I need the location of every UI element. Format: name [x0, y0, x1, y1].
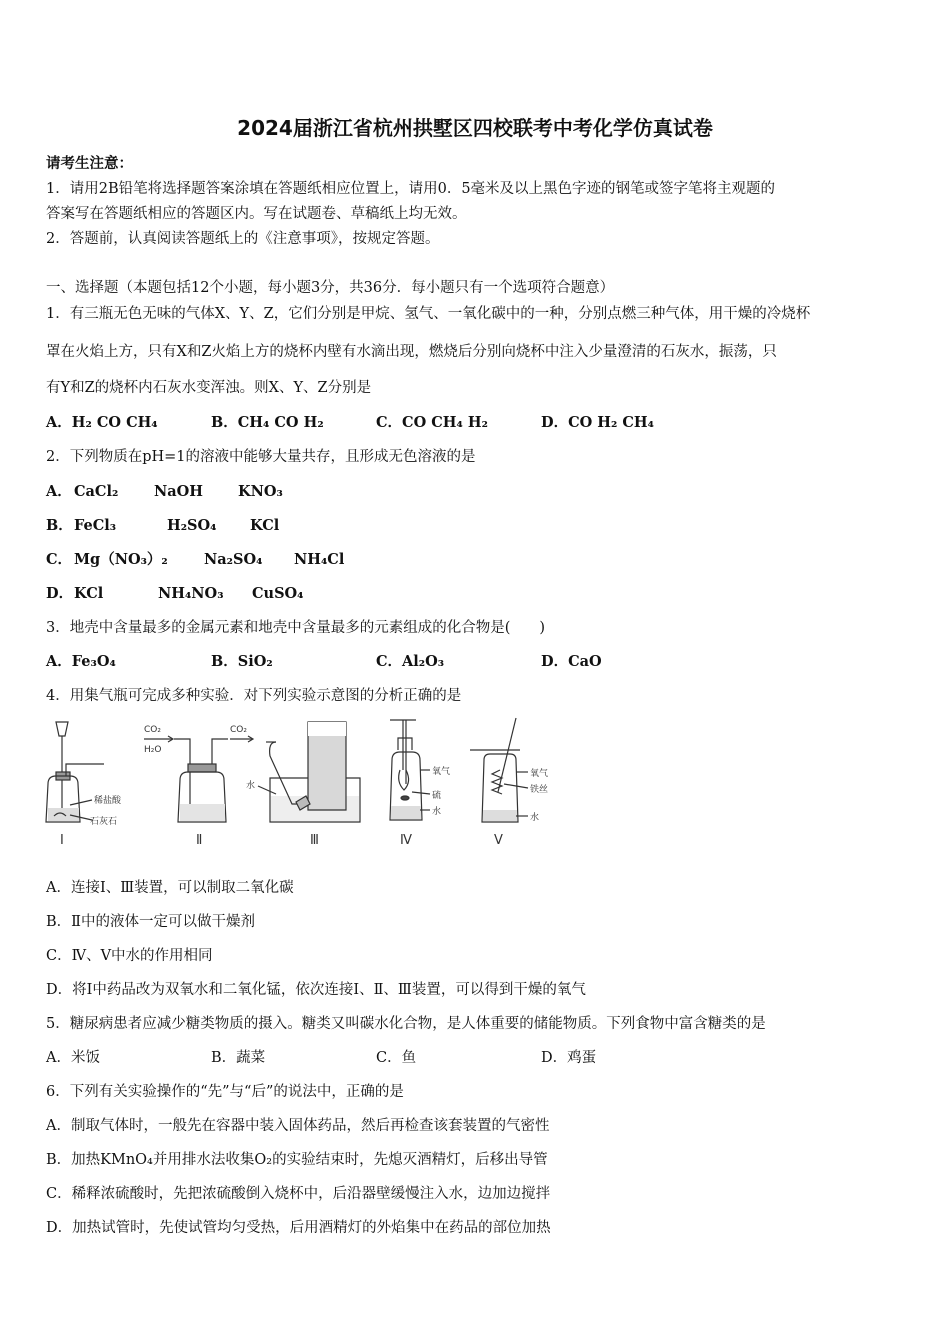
q1-option-c[interactable]: C．CO CH₄ H₂: [376, 414, 488, 431]
apparatus-2: [144, 725, 256, 848]
q6-option-b[interactable]: B．加热KMnO₄并用排水法收集O₂的实验结束时，先熄灭酒精灯，后移出导管: [46, 1152, 548, 1168]
numeral-5: Ⅴ: [494, 833, 503, 848]
q2-option-b[interactable]: [46, 514, 279, 535]
option-label: B．: [46, 517, 73, 534]
notice-item: 1．请用2B铅笔将选择题答案涂填在答题纸相应位置上，请用0．5毫米及以上黑色字迹的钢笔或签字笔将主观题的: [46, 181, 776, 197]
q3-options: [46, 650, 602, 671]
label-oxygen-4: 氧气: [432, 767, 451, 777]
q4-option-b[interactable]: B．Ⅱ中的液体一定可以做干燥剂: [46, 914, 256, 930]
option-item: Na₂SO₄: [204, 551, 263, 568]
numeral-3: Ⅲ: [310, 833, 319, 848]
option-label: C．: [46, 551, 73, 568]
option-item: CaCl₂: [74, 483, 119, 500]
q2-stem: 2．下列物质在pH=1的溶液中能够大量共存，且形成无色溶液的是: [46, 449, 476, 465]
q6-option-d[interactable]: D．加热试管时，先使试管均匀受热，后用酒精灯的外焰集中在药品的部位加热: [46, 1220, 551, 1236]
label-iron-wire: 铁丝: [530, 785, 549, 795]
label-water-5: 水: [530, 813, 540, 823]
option-label: A．: [46, 483, 72, 500]
q6-option-c[interactable]: C．稀释浓硫酸时，先把浓硫酸倒入烧杯中，后沿器壁缓慢注入水，边加边搅拌: [46, 1186, 551, 1202]
q1-options: [46, 411, 654, 432]
label-limestone: 石灰石: [90, 817, 118, 827]
label-oxygen-5: 氧气: [530, 769, 549, 779]
q5-stem: 5．糖尿病患者应减少糖类物质的摄入。糖类又叫碳水化合物，是人体重要的储能物质。下列食物中富含糖类的是: [46, 1016, 766, 1032]
q1-option-a[interactable]: A．H₂ CO CH₄: [46, 414, 158, 431]
apparatus-4: [390, 720, 450, 848]
option-item: NaOH: [154, 483, 203, 500]
option-label: D．: [46, 585, 74, 602]
q4-option-d[interactable]: D．将Ⅰ中药品改为双氧水和二氧化锰，依次连接Ⅰ、Ⅱ、Ⅲ装置，可以得到干燥的氧气: [46, 982, 586, 998]
option-item: KCl: [250, 517, 280, 534]
q3-option-b[interactable]: B．SiO₂: [211, 653, 273, 670]
q2-option-d[interactable]: [46, 582, 304, 603]
q1-stem-line: 有Y和Z的烧杯内石灰水变浑浊。则X、Y、Z分别是: [46, 380, 372, 396]
option-item: KCl: [74, 585, 104, 602]
label-co2-out: CO₂: [230, 725, 247, 735]
q1-option-b[interactable]: B．CH₄ CO H₂: [211, 414, 324, 431]
apparatus-5: [470, 718, 548, 848]
q3-option-a[interactable]: A．Fe₃O₄: [46, 653, 116, 670]
q1-stem-line: 1．有三瓶无色无味的气体X、Y、Z，它们分别是甲烷、氢气、一氧化碳中的一种，分别点燃三种气体，用干燥的冷烧杯: [46, 306, 811, 322]
q1-option-d[interactable]: D．CO H₂ CH₄: [541, 414, 654, 431]
option-item: FeCl₃: [74, 517, 117, 534]
q4-stem: 4．用集气瓶可完成多种实验．对下列实验示意图的分析正确的是: [46, 688, 462, 704]
label-sulfur: 硫: [432, 791, 442, 801]
numeral-2: Ⅱ: [196, 833, 203, 848]
label-water-3: 水: [246, 781, 256, 791]
q3-stem: 3．地壳中含量最多的金属元素和地壳中含量最多的元素组成的化合物是( ): [46, 620, 546, 636]
option-item: H₂SO₄: [167, 517, 217, 534]
notice-item: 答案写在答题纸相应的答题区内。写在试题卷、草稿纸上均无效。: [46, 206, 467, 222]
exam-title: 2024届浙江省杭州拱墅区四校联考中考化学仿真试卷: [237, 116, 713, 140]
option-item: KNO₃: [238, 483, 283, 500]
q2-option-c[interactable]: [46, 548, 344, 569]
option-item: Mg（NO₃）₂: [74, 551, 168, 568]
q4-apparatus-figure: [40, 712, 560, 852]
option-item: CuSO₄: [252, 585, 304, 602]
notice-heading: 请考生注意：: [46, 155, 133, 172]
q1-stem-line: 罩在火焰上方，只有X和Z火焰上方的烧杯内壁有水滴出现，燃烧后分别向烧杯中注入少量澄清的石灰水，振荡，只: [46, 344, 777, 360]
q6-option-a[interactable]: A．制取气体时，一般先在容器中装入固体药品，然后再检查该套装置的气密性: [46, 1118, 550, 1134]
apparatus-1: [46, 722, 122, 848]
q4-option-c[interactable]: C．Ⅳ、Ⅴ中水的作用相同: [46, 948, 213, 964]
q5-option-b[interactable]: B．蔬菜: [211, 1050, 266, 1066]
apparatus-3: [246, 722, 360, 848]
label-co2-in: CO₂: [144, 725, 161, 735]
q5-option-a[interactable]: A．米饭: [46, 1050, 100, 1066]
q3-option-d[interactable]: D．CaO: [541, 653, 602, 670]
q6-stem: 6．下列有关实验操作的“先”与“后”的说法中，正确的是: [46, 1084, 404, 1100]
q5-option-d[interactable]: D．鸡蛋: [541, 1050, 597, 1066]
label-dilute-hcl: 稀盐酸: [94, 796, 122, 806]
q2-option-a[interactable]: [46, 480, 283, 501]
numeral-4: Ⅳ: [400, 833, 412, 848]
numeral-1: Ⅰ: [60, 833, 64, 848]
q4-option-a[interactable]: A．连接Ⅰ、Ⅲ装置，可以制取二氧化碳: [46, 880, 294, 896]
label-h2o: H₂O: [144, 745, 162, 755]
option-item: NH₄Cl: [294, 551, 345, 568]
label-water-4: 水: [432, 807, 442, 817]
notice-item: 2．答题前，认真阅读答题纸上的《注意事项》，按规定答题。: [46, 231, 440, 247]
q5-options: [46, 1046, 596, 1067]
q5-option-c[interactable]: C．鱼: [376, 1050, 417, 1066]
option-item: NH₄NO₃: [158, 585, 224, 602]
section-heading: 一、选择题（本题包括12个小题，每小题3分，共36分．每小题只有一个选项符合题意）: [46, 280, 615, 296]
q3-option-c[interactable]: C．Al₂O₃: [376, 653, 445, 670]
